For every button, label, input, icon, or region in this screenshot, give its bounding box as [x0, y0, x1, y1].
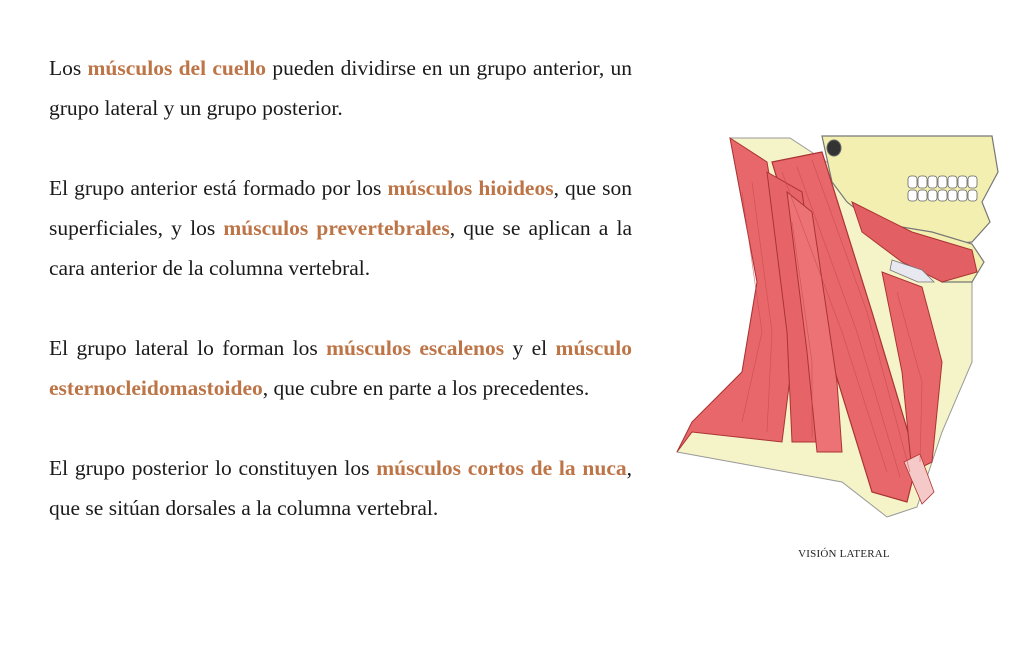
body-text: , que cubre en parte a los precedentes.	[262, 376, 590, 400]
highlight-term: músculos cortos de la nuca	[376, 456, 627, 480]
body-text: , que se sitúan dorsales a la columna vertebral.	[49, 456, 632, 520]
body-text: y el	[504, 336, 556, 360]
body-text: Los	[49, 56, 88, 80]
figure-caption: VISIÓN LATERAL	[798, 548, 890, 560]
body-text: El grupo posterior lo constituyen los	[49, 456, 377, 480]
body-text: El grupo anterior está formado por los	[49, 176, 388, 200]
highlight-term: músculos del cuello	[87, 56, 267, 80]
body-text: , que son superficiales, y los	[49, 176, 632, 240]
highlight-term: músculos prevertebrales	[223, 216, 450, 240]
paragraph-4	[49, 448, 632, 528]
paragraph-2	[49, 168, 632, 288]
text-column	[49, 48, 632, 568]
highlight-term: músculo esternocleidomastoideo	[49, 336, 632, 400]
paragraph-1	[49, 48, 632, 128]
body-text: El grupo lateral lo forman los	[49, 336, 327, 360]
body-text: pueden dividirse en un grupo anterior, un grupo lateral y un grupo posterior.	[49, 56, 632, 120]
body-text: , que se aplican a la cara anterior de la columna vertebral.	[49, 216, 632, 280]
highlight-term: músculos escalenos	[326, 336, 505, 360]
neck-muscles-illustration	[672, 132, 1002, 522]
highlight-term: músculos hioideos	[387, 176, 554, 200]
paragraph-3	[49, 328, 632, 408]
ear-canal	[827, 140, 841, 156]
